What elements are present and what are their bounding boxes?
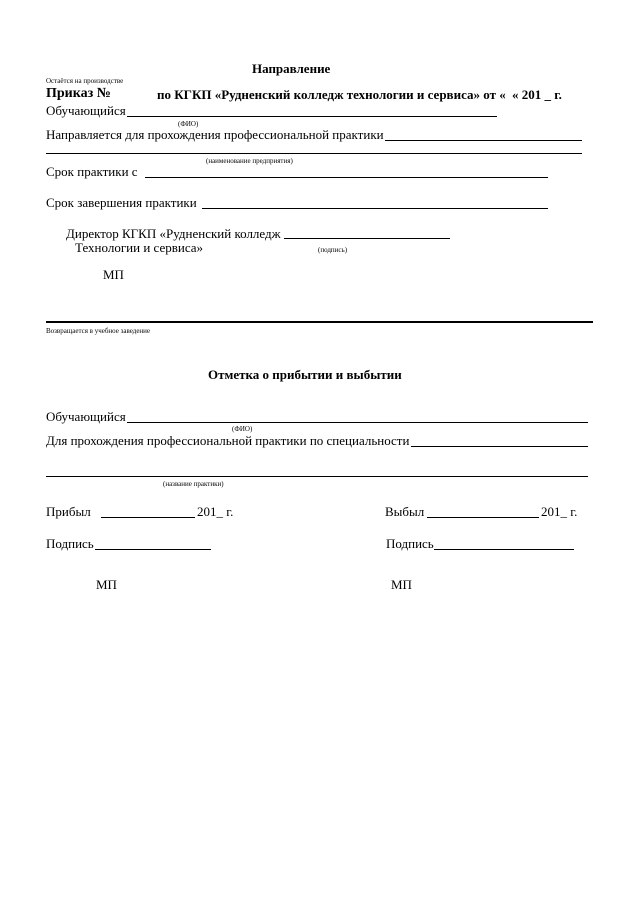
sent-for-practice-label: Направляется для прохождения профессиональной практики [46,127,384,142]
director-line-1: Директор КГКП «Рудненский колледж [66,226,281,241]
period-from-label: Срок практики с [46,164,138,179]
specialty-label: Для прохождения профессиональной практики по специальности [46,433,410,448]
order-date: « 201 _ г. [512,87,562,102]
order-prefix: Приказ № [46,86,111,101]
signature-caption: (подпись) [318,246,348,254]
signature-line-left[interactable] [95,549,211,550]
end-date-label: Срок завершения практики [46,195,197,210]
student-name-line-bottom[interactable] [127,422,588,423]
cut-divider [46,321,593,323]
practice-name-caption: (название практики) [163,480,224,488]
arrived-year: 201_ г. [197,504,234,519]
stamp-bottom-left: МП [96,577,117,592]
arrived-label: Прибыл [46,504,91,519]
signature-label-right: Подпись [386,536,434,551]
end-date-line[interactable] [202,208,548,209]
departed-year: 201_ г. [541,504,578,519]
arrived-date-line[interactable] [101,517,195,518]
practice-line-1[interactable] [385,140,582,141]
stamp-bottom-right: МП [391,577,412,592]
specialty-line[interactable] [411,446,588,447]
departed-label: Выбыл [385,504,425,519]
stamp-top: МП [103,267,124,282]
enterprise-line[interactable] [46,153,582,154]
period-line[interactable] [145,177,548,178]
stays-at-enterprise-note: Остаётся на производстве [46,77,124,85]
practice-name-line[interactable] [46,476,588,477]
arrival-departure-title: Отметка о прибытии и выбытии [208,367,402,382]
student-label-bottom: Обучающийся [46,409,126,424]
signature-label-left: Подпись [46,536,94,551]
fio-caption-bottom: (ФИО) [232,425,253,433]
student-label-top: Обучающийся [46,103,126,118]
order-text: по КГКП «Рудненский колледж технологии и сервиса» от « [157,87,506,102]
enterprise-caption: (наименование предприятия) [206,157,293,165]
director-signature-line[interactable] [284,238,450,239]
referral-title: Направление [252,61,331,76]
departed-date-line[interactable] [427,517,539,518]
returned-note: Возвращается в учебное заведение [46,327,151,335]
fio-caption-top: (ФИО) [178,120,199,128]
student-name-line-top[interactable] [127,116,497,117]
director-line-2: Технологии и сервиса» [75,240,204,255]
signature-line-right[interactable] [434,549,574,550]
